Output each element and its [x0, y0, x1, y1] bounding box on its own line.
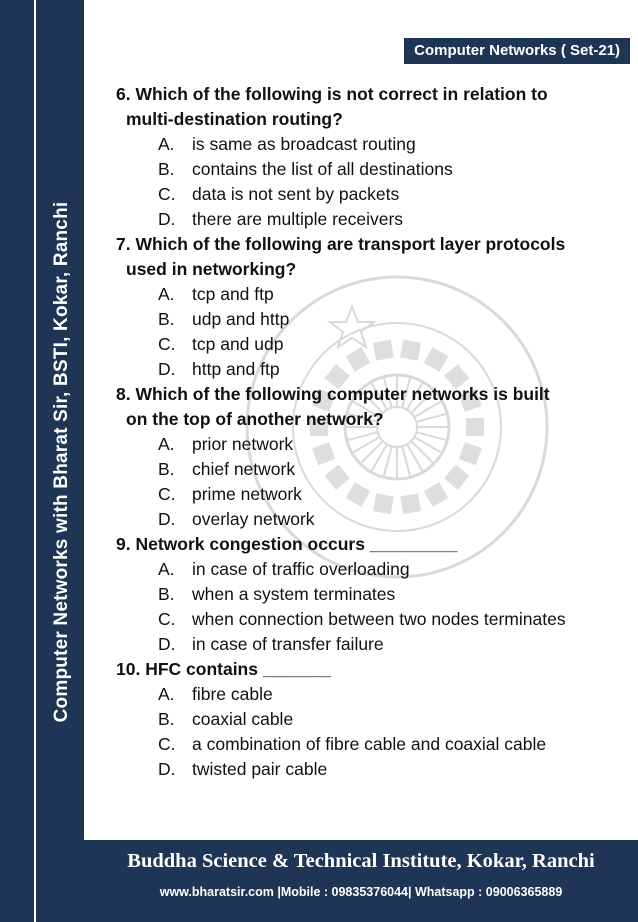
question-text-continued: used in networking?	[126, 259, 297, 279]
answer-option	[158, 707, 616, 732]
option-text: twisted pair cable	[192, 759, 328, 779]
answer-option	[158, 132, 616, 157]
answer-option	[158, 357, 616, 382]
answer-option	[158, 332, 616, 357]
question-block	[116, 82, 616, 232]
option-letter: B.	[158, 709, 175, 729]
answer-option	[158, 507, 616, 532]
answer-option	[158, 307, 616, 332]
answer-option	[158, 732, 616, 757]
question-block	[116, 657, 616, 782]
option-text: when a system terminates	[192, 584, 396, 604]
answer-option	[158, 282, 616, 307]
option-letter: D.	[158, 634, 176, 654]
option-text: when connection between two nodes terminates	[192, 609, 566, 629]
option-letter: B.	[158, 584, 175, 604]
answer-option	[158, 182, 616, 207]
option-letter: B.	[158, 459, 175, 479]
answer-option	[158, 157, 616, 182]
option-text: chief network	[192, 459, 296, 479]
question-text: 8. Which of the following computer networks is built	[116, 384, 550, 404]
answer-option	[158, 607, 616, 632]
answer-option	[158, 207, 616, 232]
footer-bar	[84, 840, 638, 922]
option-letter: C.	[158, 484, 176, 504]
question-text: 6. Which of the following is not correct in relation to	[116, 84, 548, 104]
option-letter: C.	[158, 609, 176, 629]
option-letter: B.	[158, 309, 175, 329]
set-title-badge: Computer Networks ( Set-21)	[404, 38, 630, 64]
option-letter: A.	[158, 134, 175, 154]
option-letter: C.	[158, 734, 176, 754]
option-letter: C.	[158, 184, 176, 204]
question-text: 9. Network congestion occurs _________	[116, 534, 458, 554]
option-text: overlay network	[192, 509, 315, 529]
footer-contact-info: www.bharatsir.com |Mobile : 09835376044| Whatsapp : 09006365889	[159, 885, 563, 899]
sidebar-vertical-title: Computer Networks with Bharat Sir, BSTI, Kokar, Ranchi	[51, 201, 72, 723]
question-text: 7. Which of the following are transport layer protocols	[116, 234, 566, 254]
question-text: 10. HFC contains _______	[116, 659, 331, 679]
answer-option	[158, 682, 616, 707]
question-block	[116, 532, 616, 657]
question-block	[116, 232, 616, 382]
option-letter: C.	[158, 334, 176, 354]
option-text: prior network	[192, 434, 294, 454]
option-letter: D.	[158, 509, 176, 529]
option-letter: A.	[158, 284, 175, 304]
option-text: tcp and ftp	[192, 284, 274, 304]
option-letter: D.	[158, 759, 176, 779]
option-text: data is not sent by packets	[192, 184, 400, 204]
option-text: contains the list of all destinations	[192, 159, 453, 179]
question-text-continued: on the top of another network?	[126, 409, 384, 429]
option-text: in case of traffic overloading	[192, 559, 410, 579]
option-letter: A.	[158, 434, 175, 454]
option-letter: A.	[158, 559, 175, 579]
answer-option	[158, 457, 616, 482]
answer-option	[158, 632, 616, 657]
question-list	[116, 82, 616, 782]
answer-option	[158, 557, 616, 582]
option-text: there are multiple receivers	[192, 209, 404, 229]
option-text: prime network	[192, 484, 302, 504]
option-letter: D.	[158, 359, 176, 379]
option-text: fibre cable	[192, 684, 273, 704]
footer-institute-name: Buddha Science & Technical Institute, Kokar, Ranchi	[127, 850, 595, 872]
question-text-continued: multi-destination routing?	[126, 109, 343, 129]
option-text: udp and http	[192, 309, 290, 329]
answer-option	[158, 432, 616, 457]
option-text: http and ftp	[192, 359, 280, 379]
option-text: is same as broadcast routing	[192, 134, 416, 154]
answer-option	[158, 482, 616, 507]
option-letter: B.	[158, 159, 175, 179]
option-text: in case of transfer failure	[192, 634, 384, 654]
answer-option	[158, 582, 616, 607]
option-text: a combination of fibre cable and coaxial cable	[192, 734, 547, 754]
option-text: tcp and udp	[192, 334, 284, 354]
option-text: coaxial cable	[192, 709, 294, 729]
option-letter: A.	[158, 684, 175, 704]
answer-option	[158, 757, 616, 782]
question-block	[116, 382, 616, 532]
left-sidebar	[0, 0, 84, 922]
option-letter: D.	[158, 209, 176, 229]
sidebar-divider-line	[34, 0, 36, 922]
